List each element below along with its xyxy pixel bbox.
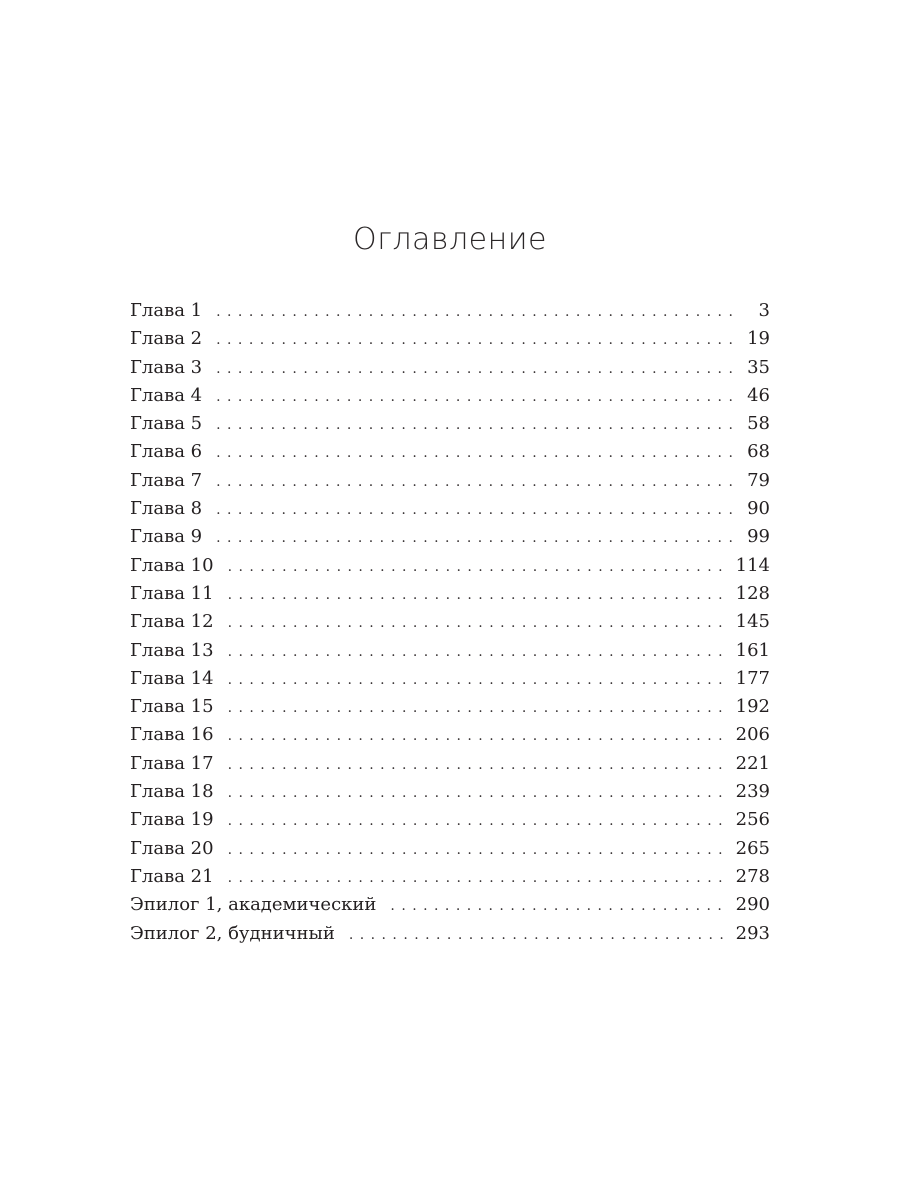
toc-entry-label: Глава 6 [130,441,203,463]
toc-entry-page: 99 [747,526,770,548]
toc-entry-label: Глава 10 [130,554,214,576]
toc-entry-label: Глава 2 [130,328,203,350]
toc-entry-label: Глава 12 [130,611,214,633]
toc-entry-label: Глава 7 [130,469,203,491]
toc-entry-label: Глава 17 [130,752,214,774]
toc-entry-page: 256 [735,809,770,831]
page-title: Оглавление [353,222,547,257]
toc-entry [130,495,770,523]
dot-leader [228,807,728,835]
toc-entry-page: 128 [735,582,770,604]
toc-entry-page: 239 [735,781,770,803]
toc-entry-page: 90 [747,498,770,520]
toc-entry [130,693,770,721]
toc-entry [130,325,770,353]
toc-entry-label: Глава 20 [130,837,214,859]
dot-leader [216,496,732,524]
toc-entry [130,920,770,948]
table-of-contents [130,297,770,948]
toc-entry [130,438,770,466]
dot-leader [228,864,728,892]
toc-entry [130,523,770,551]
toc-entry-page: 206 [735,724,770,746]
dot-leader [228,694,728,722]
toc-entry-page: 177 [735,667,770,689]
dot-leader [228,609,728,637]
dot-leader [228,553,728,581]
toc-entry-page: 145 [735,611,770,633]
toc-entry-page: 19 [747,328,770,350]
toc-entry-page: 79 [747,469,770,491]
toc-entry [130,467,770,495]
toc-entry-label: Глава 18 [130,781,214,803]
toc-entry-page: 3 [758,300,770,321]
toc-entry [130,721,770,749]
toc-entry [130,806,770,834]
toc-entry-label: Глава 9 [130,526,203,548]
toc-entry-label: Глава 13 [130,639,214,661]
dot-leader [216,298,732,326]
toc-entry [130,750,770,778]
dot-leader [216,355,732,383]
toc-entry [130,354,770,382]
toc-entry-label: Глава 8 [130,498,203,520]
dot-leader [228,751,728,779]
toc-entry-label: Глава 3 [130,356,203,378]
toc-entry-page: 35 [747,356,770,378]
toc-entry-page: 114 [735,554,770,576]
toc-entry-label: Глава 21 [130,865,214,887]
toc-entry [130,637,770,665]
toc-entry-label: Глава 5 [130,413,203,435]
toc-entry [130,778,770,806]
dot-leader [228,779,728,807]
toc-entry [130,863,770,891]
toc-entry-page: 46 [747,384,770,406]
toc-entry-page: 161 [735,639,770,661]
toc-entry-page: 68 [747,441,770,463]
toc-entry [130,580,770,608]
toc-entry [130,297,770,325]
toc-entry-label: Эпилог 1, академический [130,894,377,916]
dot-leader [216,468,732,496]
dot-leader [216,524,732,552]
toc-entry-label: Глава 1 [130,300,203,321]
dot-leader [390,892,727,920]
dot-leader [228,666,728,694]
toc-entry [130,665,770,693]
dot-leader [216,383,732,411]
toc-entry-label: Глава 11 [130,582,214,604]
toc-entry-page: 278 [735,865,770,887]
dot-leader [216,439,732,467]
toc-entry-page: 58 [747,413,770,435]
toc-entry-label: Глава 14 [130,667,214,689]
toc-entry-label: Глава 19 [130,809,214,831]
toc-entry [130,382,770,410]
dot-leader [228,836,728,864]
toc-entry-label: Глава 15 [130,696,214,718]
toc-entry-page: 293 [735,922,770,944]
dot-leader [349,921,728,949]
toc-entry-label: Глава 16 [130,724,214,746]
toc-entry-page: 192 [735,696,770,718]
toc-entry [130,410,770,438]
dot-leader [228,722,728,750]
dot-leader [228,581,728,609]
toc-entry [130,835,770,863]
toc-entry-page: 221 [735,752,770,774]
toc-entry-label: Глава 4 [130,384,203,406]
toc-entry-page: 265 [735,837,770,859]
toc-entry [130,891,770,919]
dot-leader [216,326,732,354]
toc-entry-label: Эпилог 2, будничный [130,922,335,944]
dot-leader [228,638,728,666]
toc-entry [130,552,770,580]
dot-leader [216,411,732,439]
toc-entry-page: 290 [735,894,770,916]
toc-entry [130,608,770,636]
